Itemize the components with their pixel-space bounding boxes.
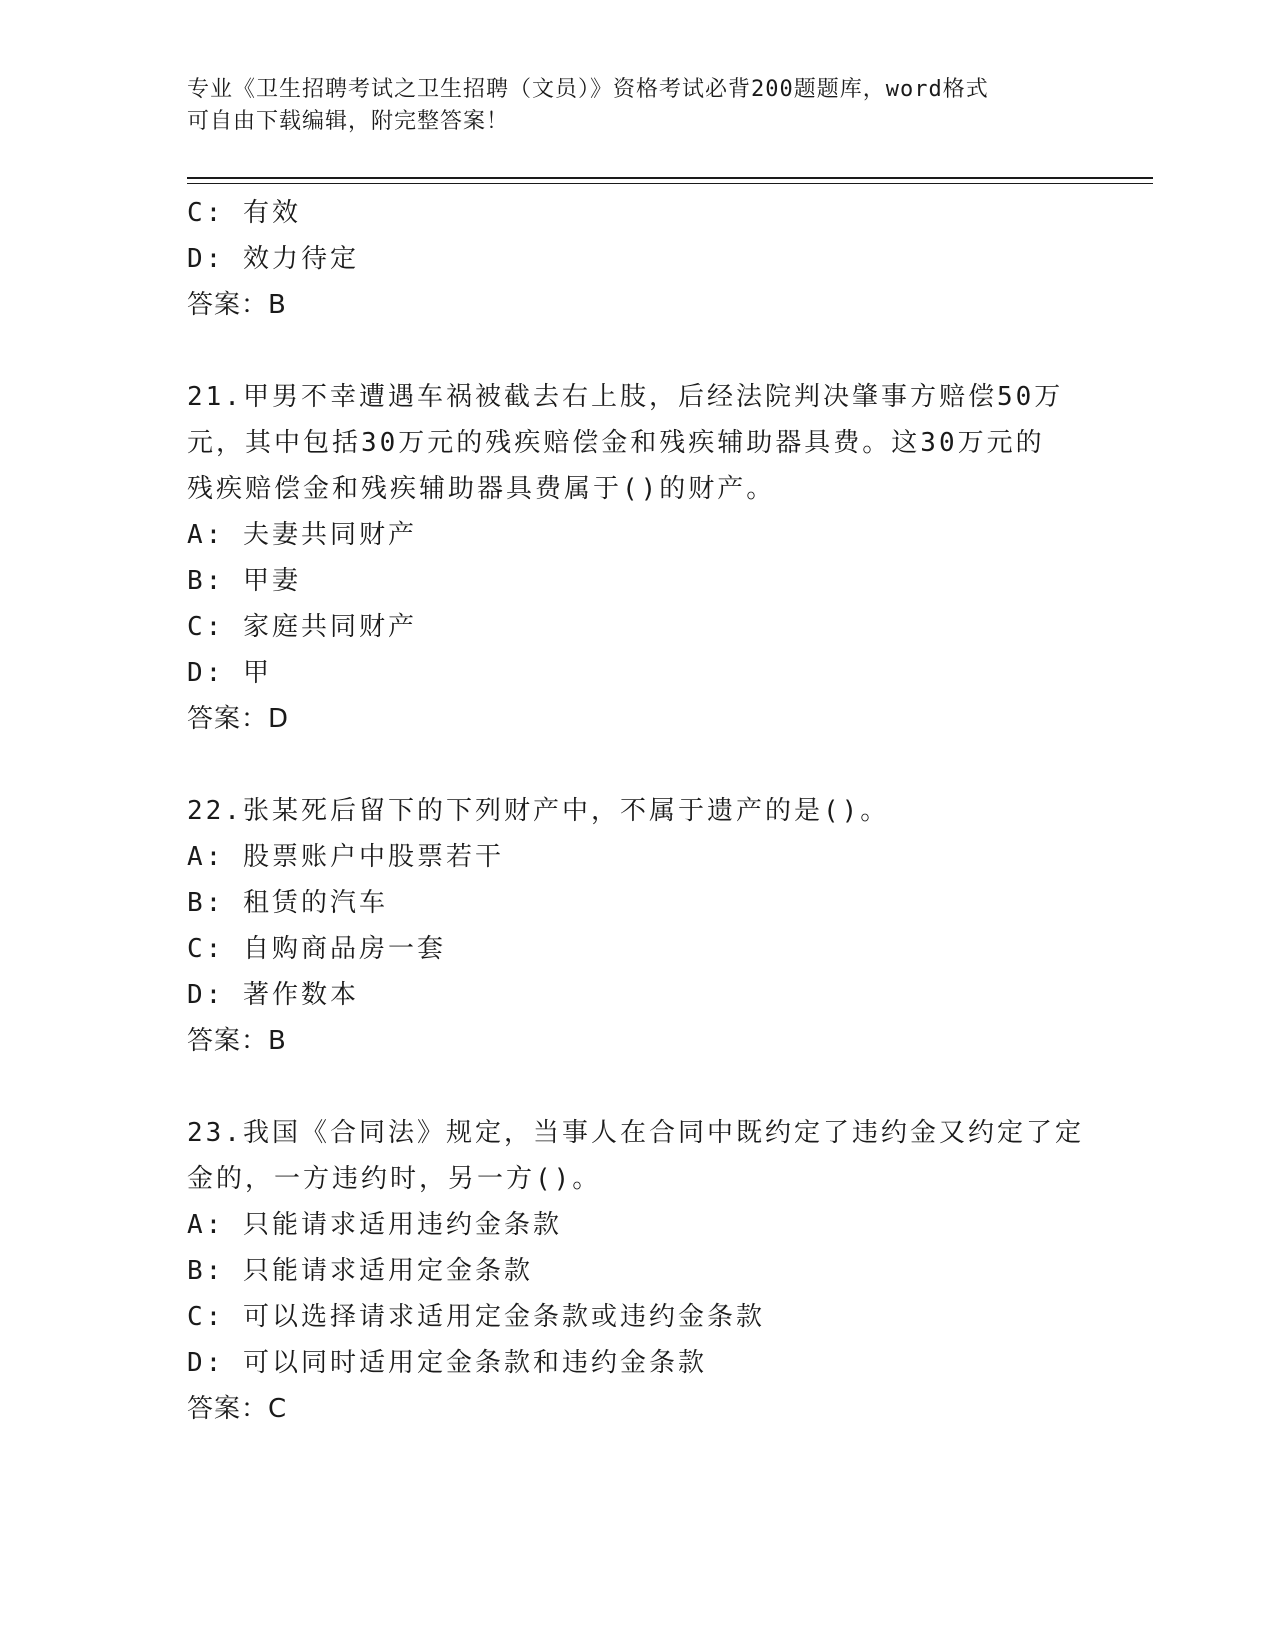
spacer [187, 1064, 1087, 1110]
spacer [187, 742, 1087, 788]
spacer [187, 328, 1087, 374]
option-c: C: 家庭共同财产 [187, 612, 417, 642]
option-b: B: 租赁的汽车 [187, 888, 388, 918]
question-21 [187, 374, 1087, 742]
option-d: D: 可以同时适用定金条款和违约金条款 [187, 1348, 707, 1378]
question-text-line: 21.甲男不幸遭遇车祸被截去右上肢，后经法院判决肇事方赔偿50万 [187, 382, 1064, 412]
question-23 [187, 1110, 1087, 1432]
answer-line: 答案：B [187, 290, 287, 320]
option-b: B: 只能请求适用定金条款 [187, 1256, 533, 1286]
answer-line: 答案：D [187, 704, 290, 734]
question-22 [187, 788, 1087, 1064]
question-text-line: 金的，一方违约时，另一方()。 [187, 1164, 602, 1194]
option-a: A: 只能请求适用违约金条款 [187, 1210, 562, 1240]
question-list [187, 190, 1087, 1432]
header-line-2: 可自由下载编辑，附完整答案！ [187, 109, 510, 134]
option-d: D: 甲 [187, 658, 272, 688]
option-c: C: 自购商品房一套 [187, 934, 446, 964]
option-c: C: 有效 [187, 198, 301, 228]
option-d: D: 效力待定 [187, 244, 359, 274]
question-20-continued [187, 190, 1087, 328]
question-text-line: 22.张某死后留下的下列财产中，不属于遗产的是()。 [187, 796, 890, 826]
document-header [187, 74, 1087, 138]
header-rule-thin [187, 183, 1153, 184]
answer-line: 答案：B [187, 1026, 287, 1056]
option-b: B: 甲妻 [187, 566, 301, 596]
option-a: A: 夫妻共同财产 [187, 520, 417, 550]
question-text-line: 残疾赔偿金和残疾辅助器具费属于()的财产。 [187, 474, 776, 504]
answer-line: 答案：C [187, 1394, 288, 1424]
option-a: A: 股票账户中股票若干 [187, 842, 504, 872]
question-text-line: 23.我国《合同法》规定，当事人在合同中既约定了违约金又约定了定 [187, 1118, 1084, 1148]
header-line-1: 专业《卫生招聘考试之卫生招聘（文员）》资格考试必背200题题库，word格式 [187, 77, 989, 102]
question-text-line: 元，其中包括30万元的残疾赔偿金和残疾辅助器具费。这30万元的 [187, 428, 1045, 458]
option-c: C: 可以选择请求适用定金条款或违约金条款 [187, 1302, 765, 1332]
header-rule-thick [187, 177, 1153, 179]
option-d: D: 著作数本 [187, 980, 359, 1010]
